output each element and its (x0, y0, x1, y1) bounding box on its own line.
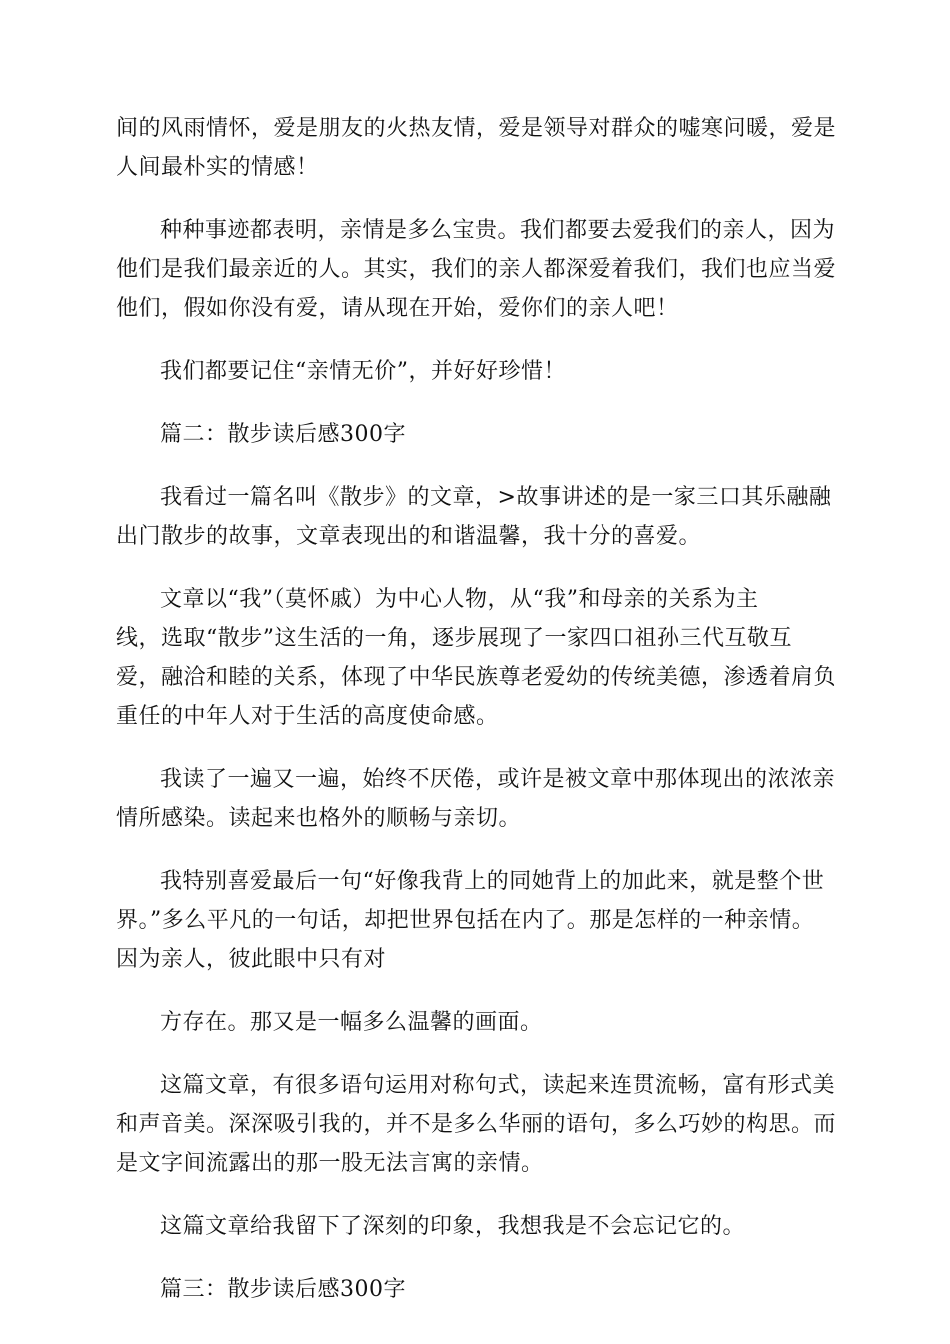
text-line: 线，选取“散步”这生活的一角，逐步展现了一家四口祖孙三代互敬互 (116, 626, 792, 651)
text-line: 我看过一篇名叫《散步》的文章，>故事讲述的是一家三口其乐融融 (160, 485, 832, 510)
text-line: 出门散步的故事，文章表现出的和谐温馨，我十分的喜爱。 (116, 524, 702, 549)
text-line: 这篇文章给我留下了深刻的印象，我想我是不会忘记它的。 (160, 1214, 746, 1239)
paragraph-read-article (116, 478, 836, 556)
paragraph-family-precious (116, 211, 836, 328)
text-line: 人间最朴实的情感！ (116, 155, 319, 180)
text-line: 重任的中年人对于生活的高度使命感。 (116, 704, 499, 729)
paragraph-read-again (116, 760, 836, 838)
paragraph-article-theme (116, 580, 836, 736)
text-line: 因为亲人，彼此眼中只有对 (116, 947, 387, 972)
text-line: 他们是我们最亲近的人。其实，我们的亲人都深爱着我们，我们也应当爱 (116, 257, 837, 282)
paragraph-impression (116, 1207, 836, 1246)
text-line: 爱，融洽和睦的关系，体现了中华民族尊老爱幼的传统美德，渗透着肩负 (116, 665, 837, 690)
heading-text: 篇二：散步读后感300字 (160, 422, 406, 447)
text-line: 这篇文章，有很多语句运用对称句式，读起来连贯流畅，富有形式美 (160, 1073, 836, 1098)
text-line: 方存在。那又是一幅多么温馨的画面。 (160, 1010, 543, 1035)
paragraph-remember (116, 352, 836, 391)
text-line: 情所感染。读起来也格外的顺畅与亲切。 (116, 806, 522, 831)
text-line: 界。”多么平凡的一句话，却把世界包括在内了。那是怎样的一种亲情。 (116, 908, 815, 933)
text-line: 我们都要记住“亲情无价”，并好好珍惜！ (160, 359, 566, 384)
text-line: 种种事迹都表明，亲情是多么宝贵。我们都要去爱我们的亲人，因为 (160, 218, 836, 243)
text-line: 他们，假如你没有爱，请从现在开始，爱你们的亲人吧！ (116, 296, 679, 321)
heading-text: 篇三：散步读后感300字 (160, 1277, 406, 1302)
paragraph-sentence-style (116, 1066, 836, 1183)
text-line: 和声音美。深深吸引我的，并不是多么华丽的语句，多么巧妙的构思。而 (116, 1112, 837, 1137)
paragraph-warm-picture (116, 1003, 836, 1042)
text-line: 我特别喜爱最后一句“好像我背上的同她背上的加此来，就是整个世 (160, 869, 825, 894)
document-body (116, 109, 836, 1309)
text-line: 文章以“我”（莫怀戚）为中心人物，从“我”和母亲的关系为主 (160, 587, 759, 612)
paragraph-love-forms (116, 109, 836, 187)
text-line: 我读了一遍又一遍，始终不厌倦，或许是被文章中那体现出的浓浓亲 (160, 767, 836, 792)
paragraph-last-sentence (116, 862, 836, 979)
section-heading-part-three (116, 1270, 836, 1309)
section-heading-part-two (116, 415, 836, 454)
text-line: 间的风雨情怀，爱是朋友的火热友情，爱是领导对群众的嘘寒问暖，爱是 (116, 116, 837, 141)
text-line: 是文字间流露出的那一股无法言寓的亲情。 (116, 1151, 544, 1176)
